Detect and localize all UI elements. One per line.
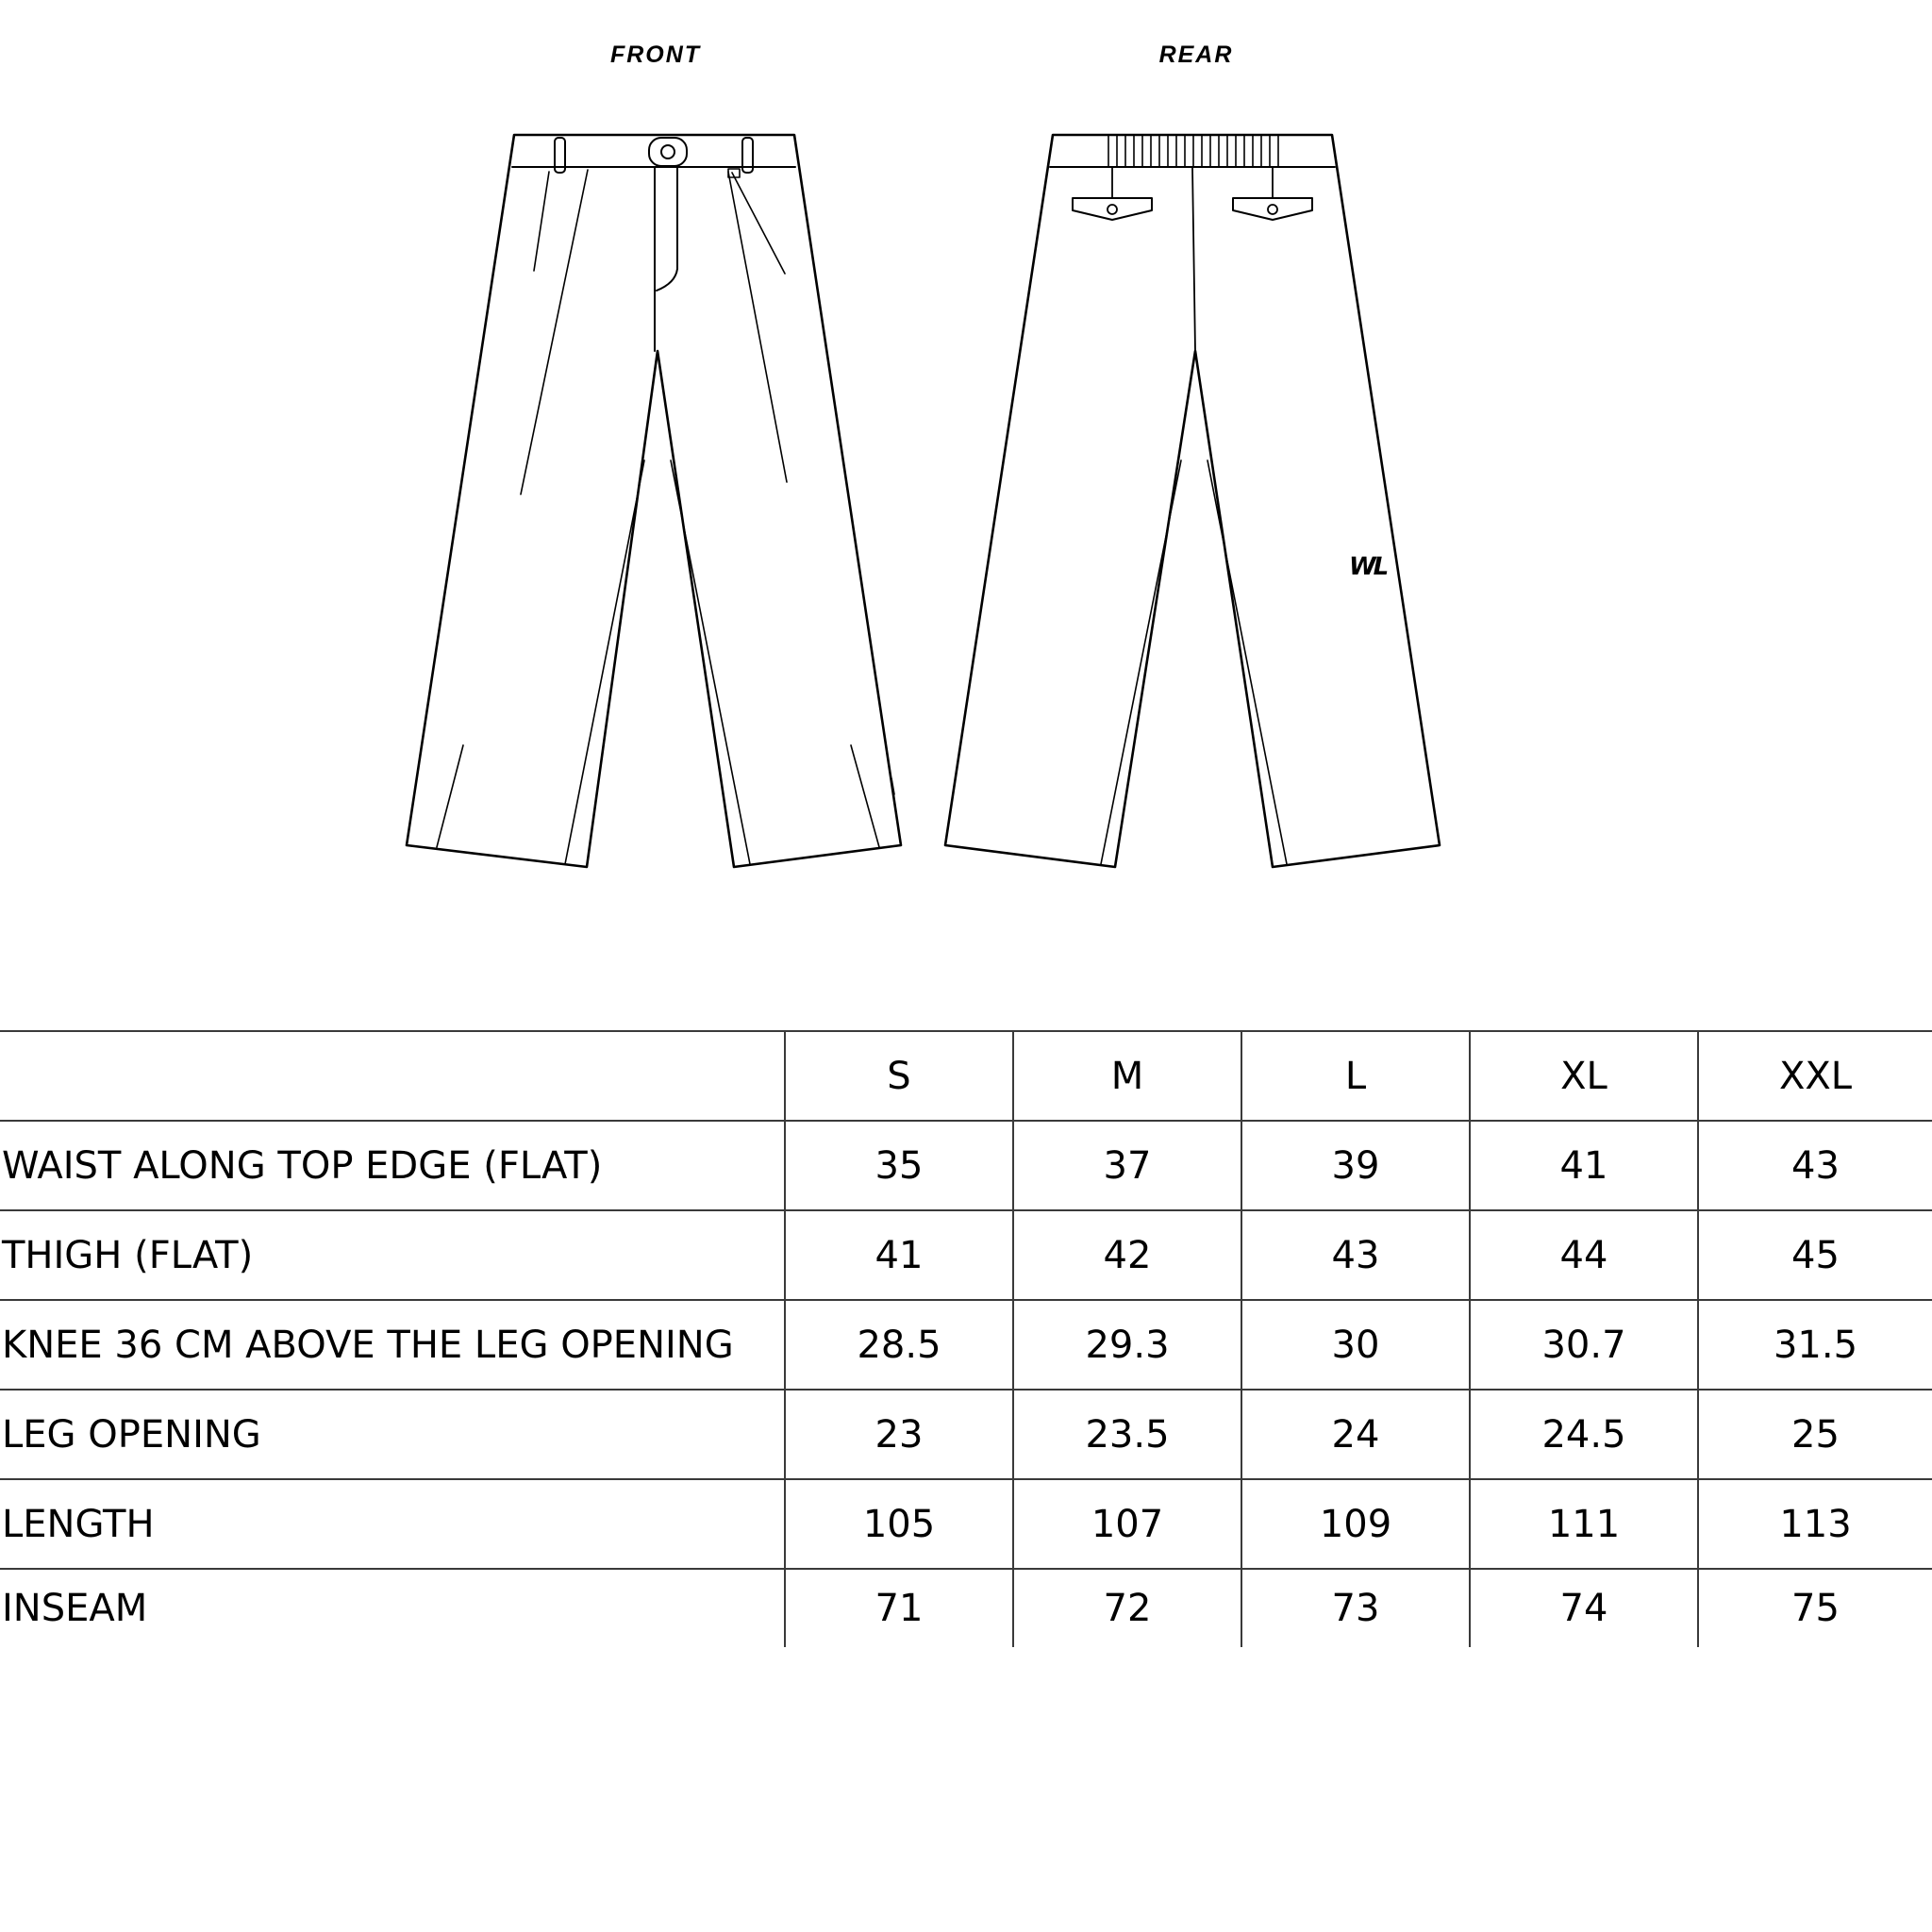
measurement-value: 30 [1241, 1300, 1470, 1390]
measurement-value: 24 [1241, 1390, 1470, 1479]
measurement-value: 109 [1241, 1479, 1470, 1569]
rear-view-label: REAR [1158, 42, 1234, 68]
measurement-row [0, 1300, 1932, 1390]
measurement-value: 44 [1470, 1210, 1698, 1300]
measurement-label: KNEE 36 CM ABOVE THE LEG OPENING [0, 1300, 785, 1390]
measurement-value: 72 [1013, 1569, 1241, 1647]
size-header-cell: S [785, 1031, 1013, 1121]
rear-left-pocket-flap [1073, 167, 1152, 220]
measurement-value: 75 [1698, 1569, 1932, 1647]
measurement-value: 41 [785, 1210, 1013, 1300]
measurement-row [0, 1569, 1932, 1647]
size-header-cell: XXL [1698, 1031, 1932, 1121]
measurement-value: 35 [785, 1121, 1013, 1210]
elastic-waistband [1108, 136, 1278, 167]
measurement-value: 23.5 [1013, 1390, 1241, 1479]
measurement-value: 41 [1470, 1121, 1698, 1210]
size-header-cell: XL [1470, 1031, 1698, 1121]
size-header-cell: M [1013, 1031, 1241, 1121]
measurement-value: 71 [785, 1569, 1013, 1647]
measurement-value: 113 [1698, 1479, 1932, 1569]
rear-trousers-sketch [945, 135, 1440, 867]
measurement-row [0, 1479, 1932, 1569]
measurement-value: 45 [1698, 1210, 1932, 1300]
measurement-label: THIGH (FLAT) [0, 1210, 785, 1300]
measurement-value: 111 [1470, 1479, 1698, 1569]
measurement-value: 105 [785, 1479, 1013, 1569]
rear-right-pocket-flap [1233, 167, 1312, 220]
front-trousers-sketch [407, 135, 901, 867]
garment-sketch [0, 0, 1932, 906]
size-header-cell: L [1241, 1031, 1470, 1121]
measurement-value: 29.3 [1013, 1300, 1241, 1390]
measurement-value: 28.5 [785, 1300, 1013, 1390]
front-view-label: FRONT [609, 42, 702, 68]
measurement-value: 30.7 [1470, 1300, 1698, 1390]
size-header-row [0, 1031, 1932, 1121]
measurement-value: 24.5 [1470, 1390, 1698, 1479]
size-chart-table [0, 1030, 1932, 1647]
measurement-value: 73 [1241, 1569, 1470, 1647]
measurement-value: 31.5 [1698, 1300, 1932, 1390]
measurement-row [0, 1210, 1932, 1300]
measurement-value: 74 [1470, 1569, 1698, 1647]
measurement-value: 43 [1241, 1210, 1470, 1300]
measurement-value: 37 [1013, 1121, 1241, 1210]
measurement-value: 23 [785, 1390, 1013, 1479]
measurement-value: 39 [1241, 1121, 1470, 1210]
measurement-label: WAIST ALONG TOP EDGE (FLAT) [0, 1121, 785, 1210]
measurement-row [0, 1121, 1932, 1210]
measurement-value: 43 [1698, 1121, 1932, 1210]
measurement-label: LENGTH [0, 1479, 785, 1569]
measurement-row [0, 1390, 1932, 1479]
measurement-label: INSEAM [0, 1569, 785, 1647]
measurement-value: 42 [1013, 1210, 1241, 1300]
measurement-value: 107 [1013, 1479, 1241, 1569]
header-corner-cell [0, 1031, 785, 1121]
measurement-label: LEG OPENING [0, 1390, 785, 1479]
size-chart-body [0, 1031, 1932, 1647]
brand-logo: WL [1349, 553, 1387, 581]
measurement-value: 25 [1698, 1390, 1932, 1479]
